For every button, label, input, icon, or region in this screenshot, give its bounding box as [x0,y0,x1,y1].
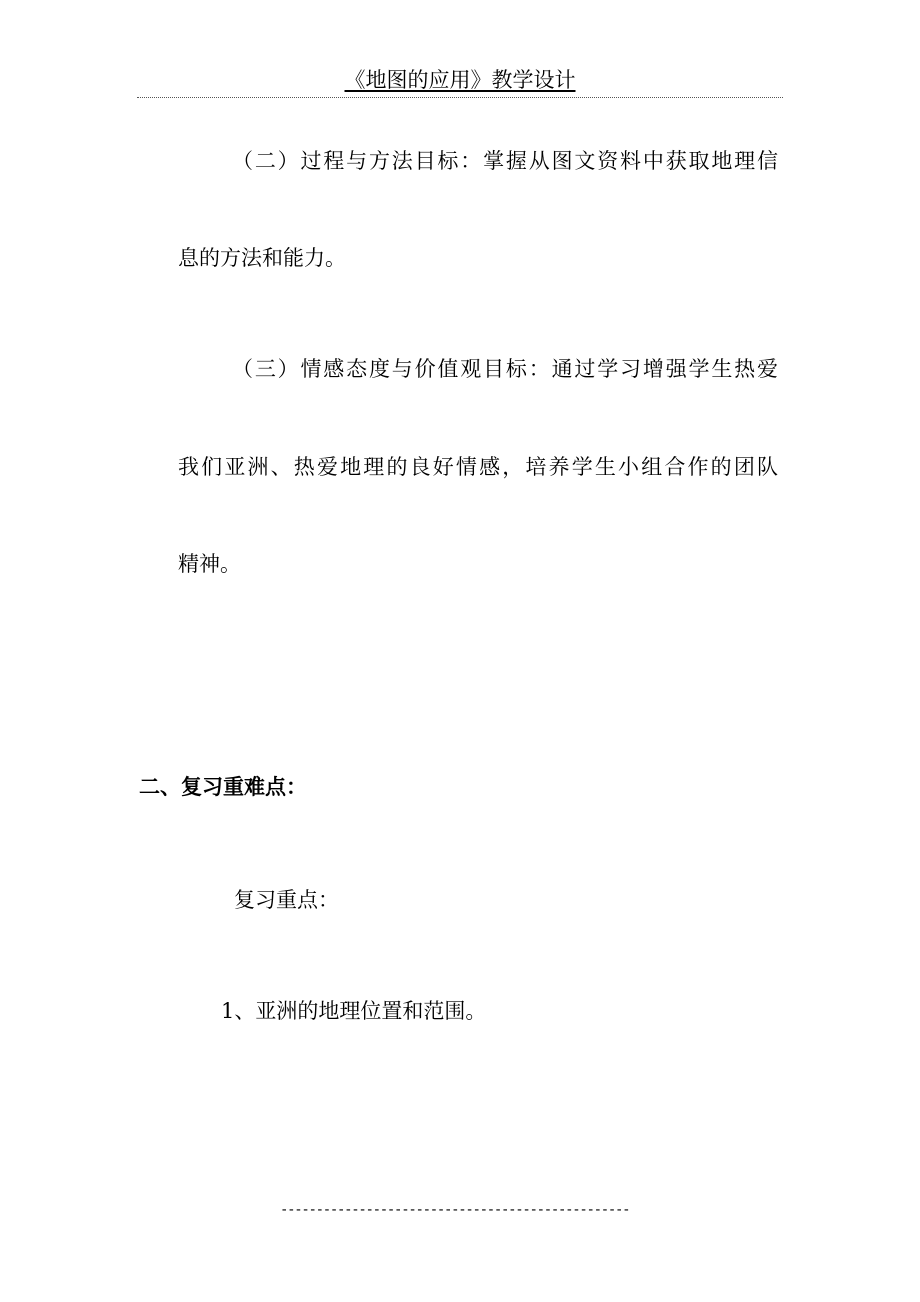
key-points-label: 复习重点： [234,888,339,912]
section-2-heading: 二、复习重难点： [139,774,307,799]
header-divider [137,97,783,98]
footer-divider: ------------------------------------------------- [280,1202,630,1218]
goal-3-line-3: 精神。 [178,552,241,576]
goal-3-line-1: （三）情感态度与价值观目标：通过学习增强学生热爱 [232,357,778,381]
goal-2-line-1: （二）过程与方法目标：掌握从图文资料中获取地理信 [232,149,778,173]
document-title: 《地图的应用》教学设计 [344,68,576,92]
page-header [0,66,920,94]
goal-3-line-2: 我们亚洲、热爱地理的良好情感，培养学生小组合作的团队 [178,455,778,479]
goal-2-line-2: 息的方法和能力。 [178,246,346,270]
key-point-1: 1、亚洲的地理位置和范围。 [221,999,487,1023]
